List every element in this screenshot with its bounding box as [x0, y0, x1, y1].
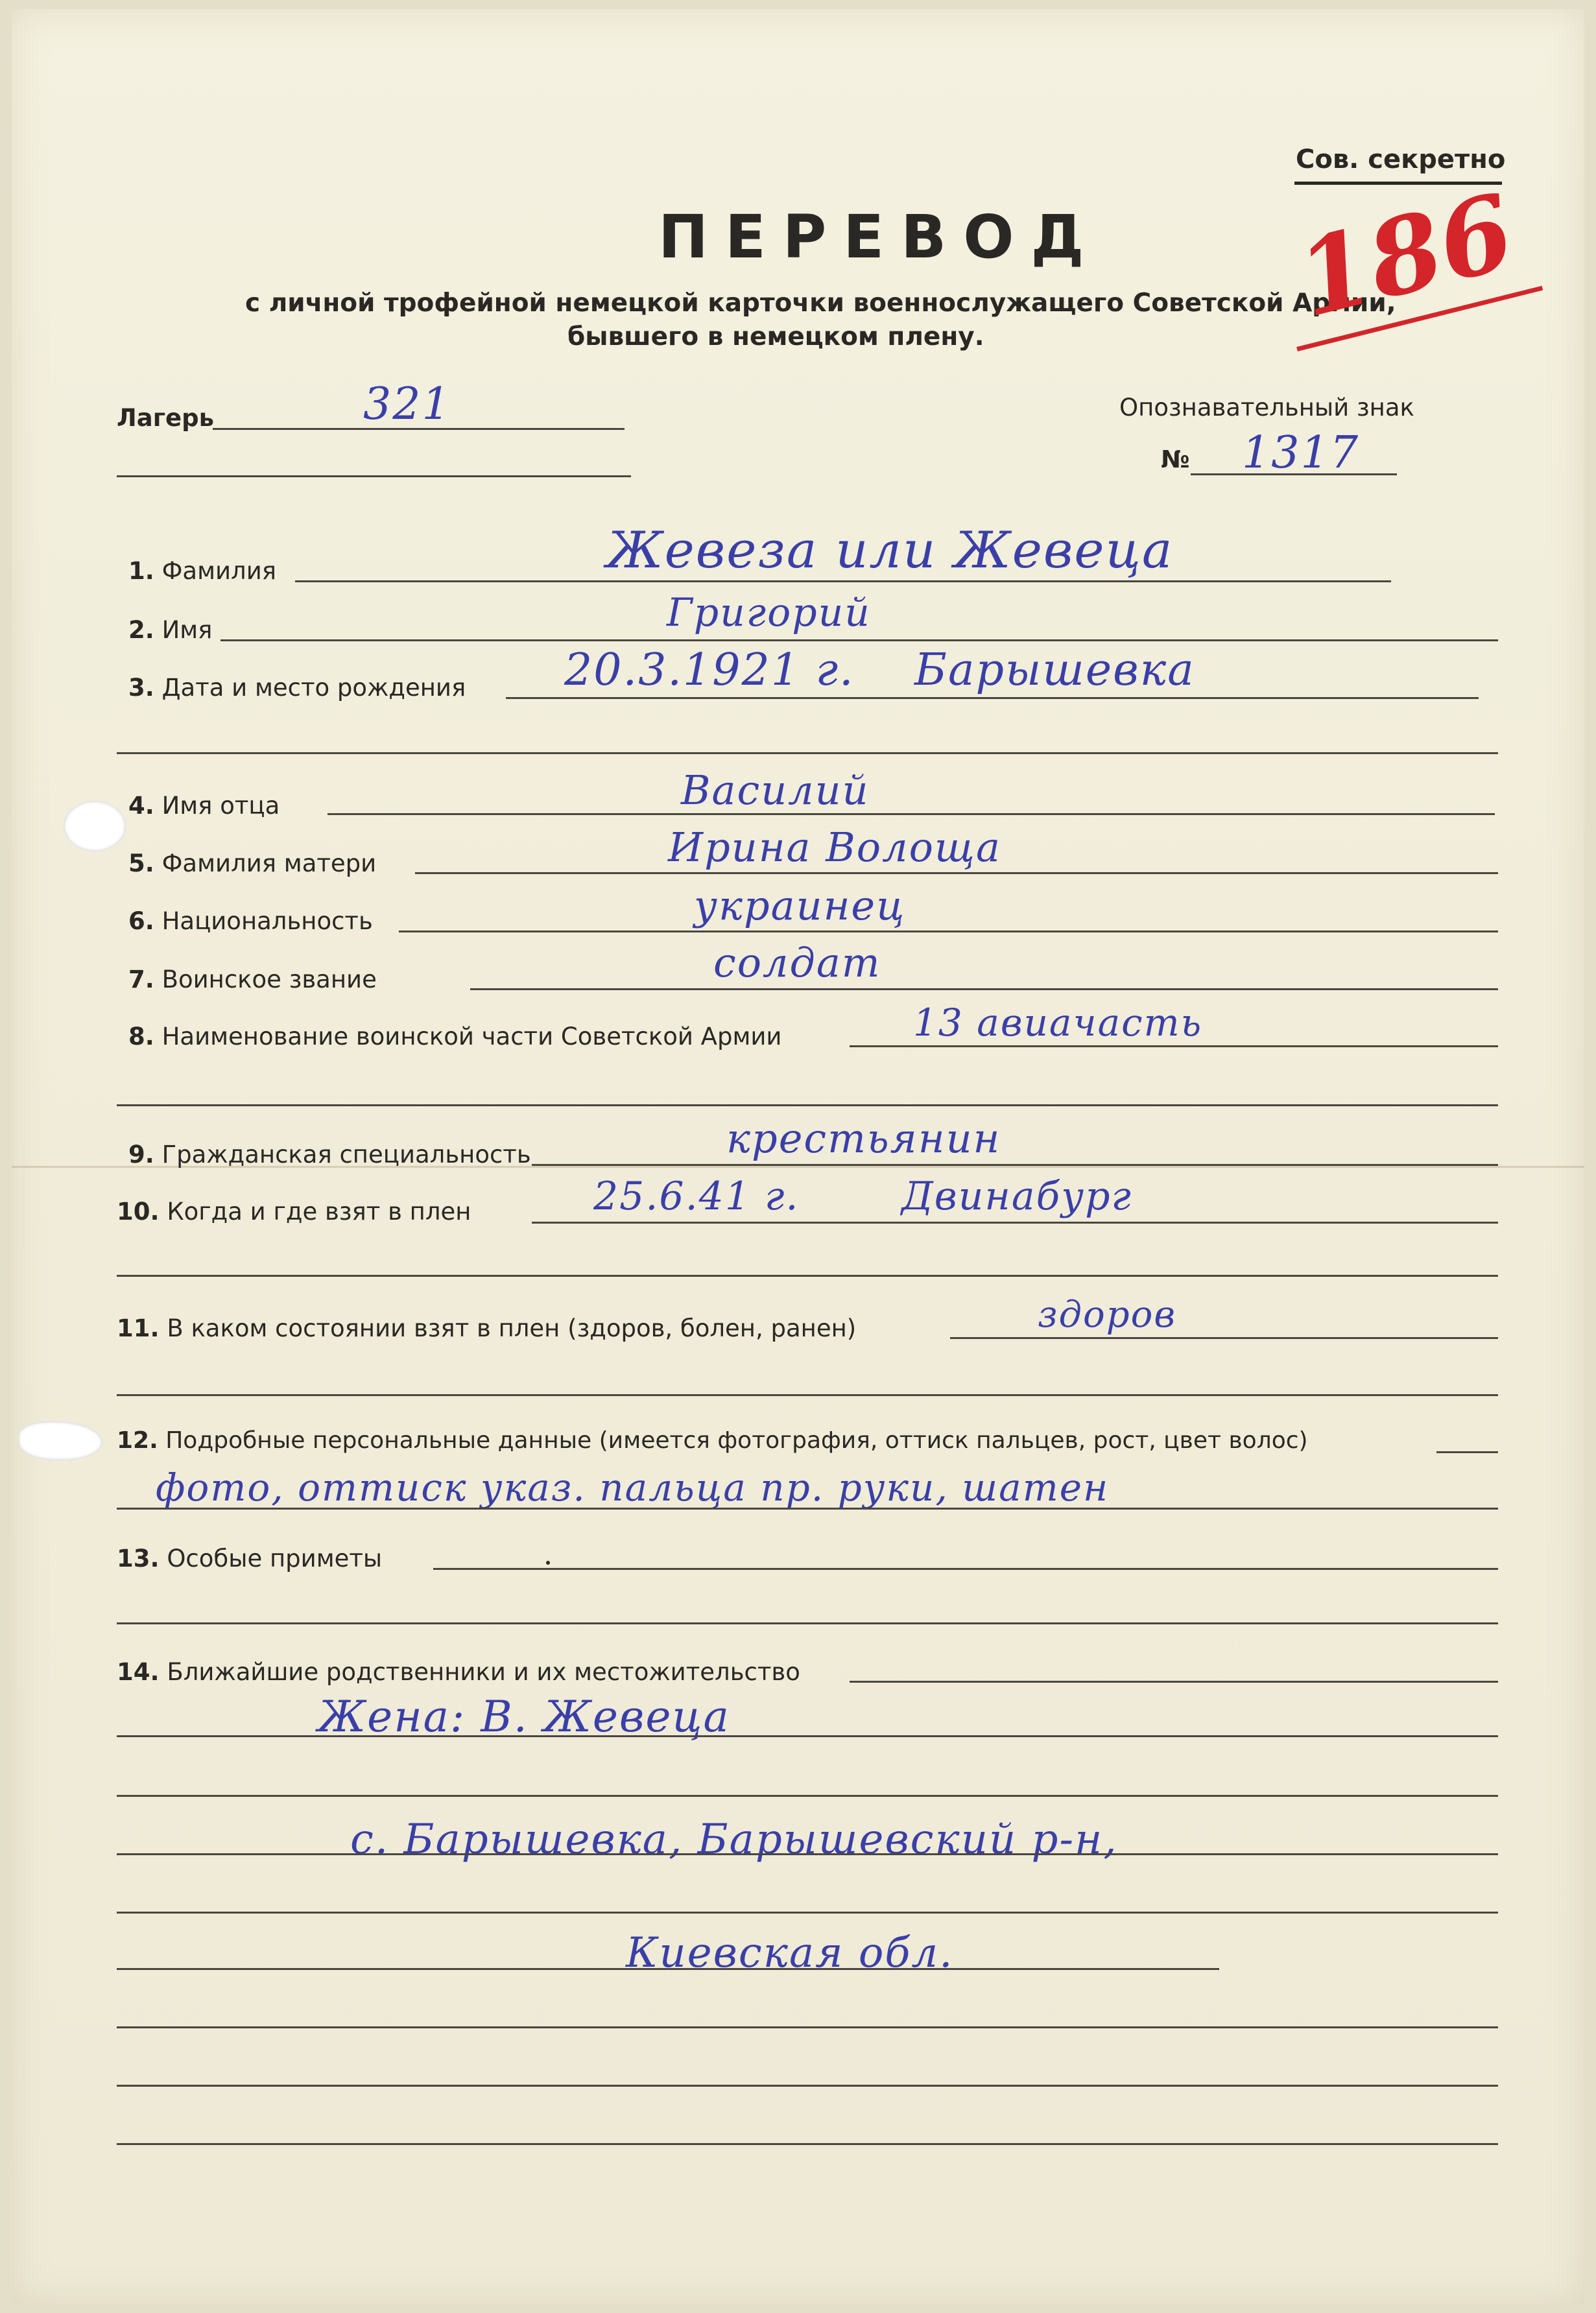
ink-dot — [546, 1561, 550, 1565]
field-4-line — [328, 813, 1495, 815]
field-3-label: 3. Дата и место рождения — [128, 674, 466, 702]
field-11-label: 11. В каком состоянии взят в плен (здоров, болен, ранен) — [117, 1314, 857, 1342]
camp-label: Лагерь — [117, 404, 215, 432]
field-14-line-7 — [117, 2026, 1498, 2028]
field-14-value-line-1: Жена: В. Жевеца — [318, 1692, 730, 1742]
field-6-value: украинец — [694, 882, 906, 929]
field-10-line-2 — [117, 1275, 1498, 1277]
field-5-label: 5. Фамилия матери — [128, 849, 377, 877]
field-12-label: 12. Подробные персональные данные (имеется фотография, оттиск пальцев, рост, цвет волос) — [117, 1427, 1308, 1454]
field-1-line — [295, 580, 1391, 582]
field-6-label: 6. Национальность — [128, 907, 373, 935]
field-8-value: 13 авиачасть — [913, 1001, 1203, 1045]
field-9-line — [532, 1164, 1498, 1166]
field-8-line-2 — [117, 1104, 1498, 1106]
field-14-line-6 — [117, 1968, 1219, 1970]
field-7-line — [470, 988, 1498, 990]
field-9-label: 9. Гражданская специальность — [128, 1141, 531, 1168]
page-title: ПЕРЕВОД — [658, 202, 1101, 272]
field-10-date: 25.6.41 г. — [593, 1174, 800, 1219]
field-2-line — [220, 639, 1498, 641]
camp-value: 321 — [363, 379, 451, 430]
field-2-value: Григорий — [667, 590, 871, 635]
field-11-line-2 — [117, 1394, 1498, 1396]
field-14-value-line-2: с. Барышевка, Барышевский р-н, — [350, 1816, 1118, 1864]
field-1-label: 1. Фамилия — [128, 557, 277, 585]
field-2-label: 2. Имя — [128, 616, 213, 644]
field-13-line — [433, 1568, 1498, 1570]
field-10-line — [532, 1222, 1498, 1224]
field-11-value: здоров — [1038, 1294, 1176, 1336]
field-6-line — [399, 931, 1498, 932]
classification-label: Сов. секретно — [1296, 145, 1506, 174]
field-10-place: Двинабург — [901, 1174, 1132, 1219]
field-14-line-5 — [117, 1912, 1498, 1914]
camp-line-2 — [117, 475, 631, 477]
field-10-label: 10. Когда и где взят в плен — [117, 1198, 471, 1226]
field-7-value: солдат — [713, 939, 881, 986]
subtitle-line-2: бывшего в немецком плену. — [567, 322, 984, 351]
red-handwritten-number: 186 — [1285, 170, 1525, 341]
field-14-line-9 — [117, 2143, 1498, 2145]
field-14-line-8 — [117, 2085, 1498, 2087]
field-12-value: фото, оттиск указ. пальца пр. руки, шатен — [156, 1465, 1110, 1510]
field-3-date: 20.3.1921 г. — [564, 645, 855, 696]
field-8-line — [850, 1045, 1498, 1047]
field-14-line — [850, 1681, 1498, 1683]
field-14-line-2 — [117, 1735, 1498, 1737]
id-tag-label: Опознавательный знак — [1119, 394, 1414, 421]
field-5-value: Ирина Волоща — [668, 824, 1001, 871]
field-7-label: 7. Воинское звание — [128, 966, 377, 993]
field-9-value: крестьянин — [726, 1115, 1001, 1162]
field-4-label: 4. Имя отца — [128, 792, 280, 820]
field-3-place: Барышевка — [914, 645, 1195, 696]
field-5-line — [415, 872, 1498, 874]
field-12-line — [1436, 1451, 1498, 1453]
id-tag-no-label: № — [1161, 445, 1190, 473]
field-13-label: 13. Особые приметы — [117, 1545, 383, 1572]
id-tag-value: 1317 — [1242, 427, 1360, 479]
field-4-value: Василий — [681, 766, 870, 814]
field-1-value: Жевеза или Жевеца — [606, 521, 1174, 580]
field-12-line-2 — [117, 1508, 1498, 1510]
field-14-line-4 — [117, 1853, 1498, 1855]
subtitle-line-1: с личной трофейной немецкой карточки военнослужащего Советской Армии, — [245, 289, 1396, 318]
field-3-line — [506, 697, 1479, 699]
field-14-label: 14. Ближайшие родственники и их местожительство — [117, 1658, 800, 1686]
field-14-value-line-3: Киевская обл. — [626, 1929, 954, 1977]
field-13-line-2 — [117, 1622, 1498, 1624]
field-14-line-3 — [117, 1795, 1498, 1797]
field-11-line — [950, 1337, 1498, 1339]
field-3-line-2 — [117, 752, 1498, 754]
field-8-label: 8. Наименование воинской части Советской Армии — [128, 1023, 782, 1050]
punch-hole — [64, 801, 126, 851]
